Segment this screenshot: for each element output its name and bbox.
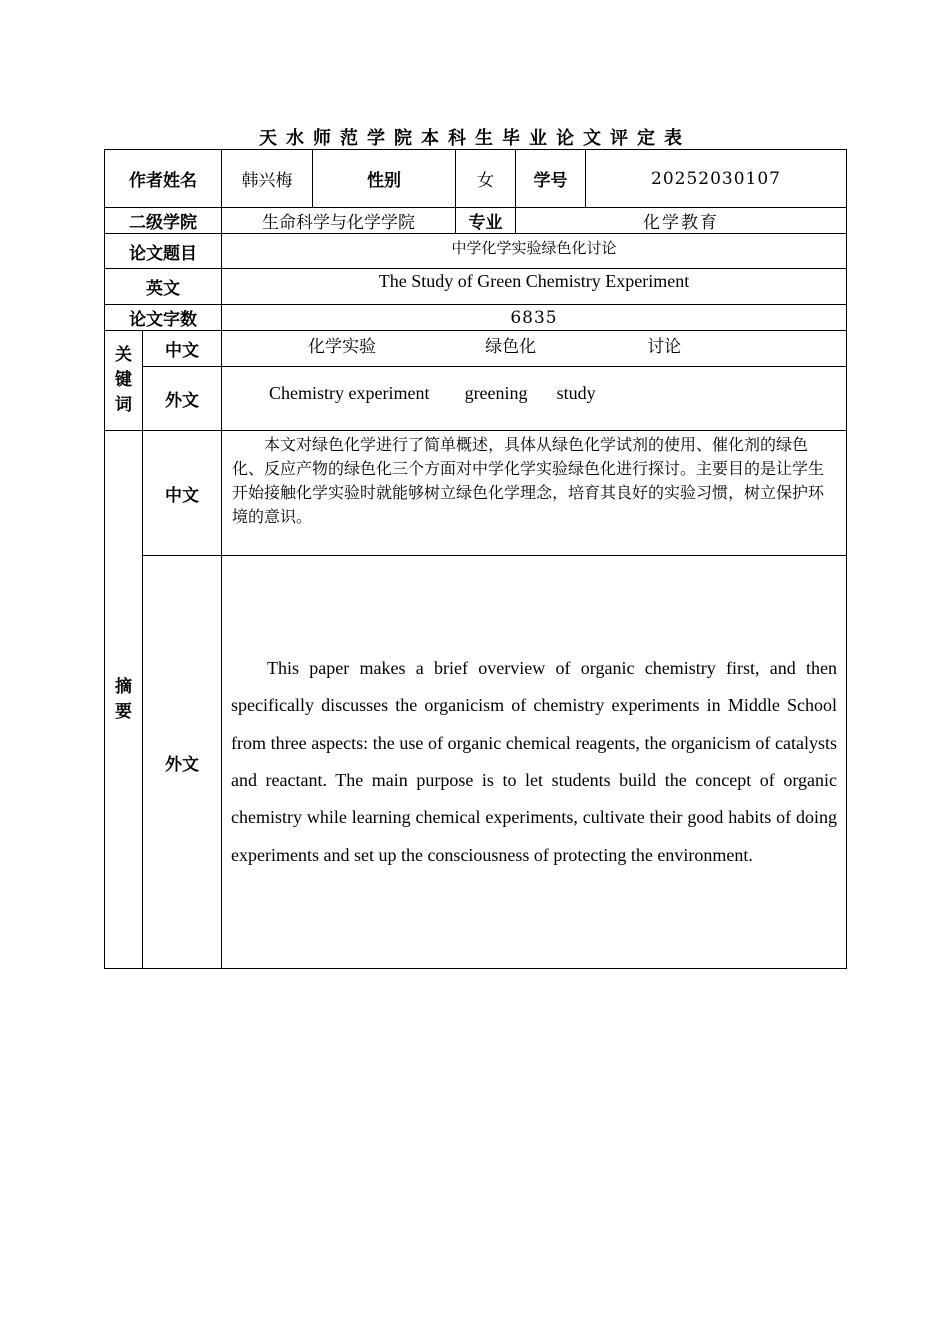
author-label: 作者姓名 <box>105 150 222 208</box>
keyword-chinese: 绿色化 <box>485 337 537 357</box>
student-id-value: 20252030107 <box>586 150 847 208</box>
abstract-foreign-label: 外文 <box>143 556 222 969</box>
keywords-chinese-label: 中文 <box>143 331 222 367</box>
word-count-row <box>105 305 847 331</box>
abstract-chinese-row <box>105 431 847 556</box>
abstract-label-char: 要 <box>115 701 132 722</box>
keyword-chinese: 化学实验 <box>308 337 376 357</box>
keywords-foreign-cell <box>222 367 847 431</box>
keywords-foreign-row <box>105 367 847 431</box>
abstract-label-char: 摘 <box>115 676 132 697</box>
abstract-foreign-cell <box>222 556 847 969</box>
college-label: 二级学院 <box>105 208 222 234</box>
keywords-label-char: 词 <box>115 395 132 415</box>
keywords-label <box>105 331 143 431</box>
thesis-title-row <box>105 234 847 269</box>
abstract-foreign-row <box>105 556 847 969</box>
abstract-label <box>105 431 143 969</box>
author-value: 韩兴梅 <box>222 150 313 208</box>
word-count-label: 论文字数 <box>105 305 222 331</box>
abstract-chinese-cell <box>222 431 847 556</box>
thesis-title-label: 论文题目 <box>105 234 222 269</box>
thesis-title-value: 中学化学实验绿色化讨论 <box>222 234 847 269</box>
keywords-chinese-cell <box>222 331 847 367</box>
college-row <box>105 208 847 234</box>
keywords-label-char: 键 <box>115 370 132 390</box>
english-title-label: 英文 <box>105 269 222 305</box>
keyword-chinese: 讨论 <box>647 337 682 357</box>
abstract-chinese-label: 中文 <box>143 431 222 556</box>
college-value: 生命科学与化学学院 <box>222 208 456 234</box>
abstract-chinese-text: 本文对绿色化学进行了简单概述，具体从绿色化学试剂的使用、催化剂的绿色化、反应产物的绿色化三个方面对中学化学实验绿色化进行探讨。主要目的是让学生开始接触化学实验时就能够树立绿色化学理念，培育其良好的实验习惯，树立保护环境的意识。 <box>232 435 825 526</box>
keywords-chinese-row <box>105 331 847 367</box>
keywords-foreign-label: 外文 <box>143 367 222 431</box>
major-label: 专业 <box>456 208 516 234</box>
major-value: 化学教育 <box>516 208 847 234</box>
english-title-value: The Study of Green Chemistry Experiment <box>222 269 847 305</box>
keyword-foreign: study <box>556 383 596 403</box>
keyword-foreign: greening <box>464 383 528 403</box>
keyword-foreign: Chemistry experiment <box>269 383 430 403</box>
keywords-label-char: 关 <box>115 345 132 365</box>
author-row <box>105 150 847 208</box>
word-count-value: 6835 <box>222 305 847 331</box>
student-id-label: 学号 <box>516 150 586 208</box>
gender-value: 女 <box>456 150 516 208</box>
english-title-row <box>105 269 847 305</box>
gender-label: 性别 <box>313 150 456 208</box>
abstract-foreign-text: This paper makes a brief overview of organic chemistry first, and then specifically discusses the organicism of chemistry experiments in Middle School from three aspects: the use of organic chemical reagents, the organicism of catalysts and reactant. The main purpose is to let students build the concept of organic chemistry while learning chemical experiments, cultivate their good habits of doing experiments and set up the consciousness of protecting the environment. <box>231 658 837 865</box>
form-title: 天水师范学院本科生毕业论文评定表 <box>259 128 691 149</box>
evaluation-form-table <box>104 149 847 969</box>
